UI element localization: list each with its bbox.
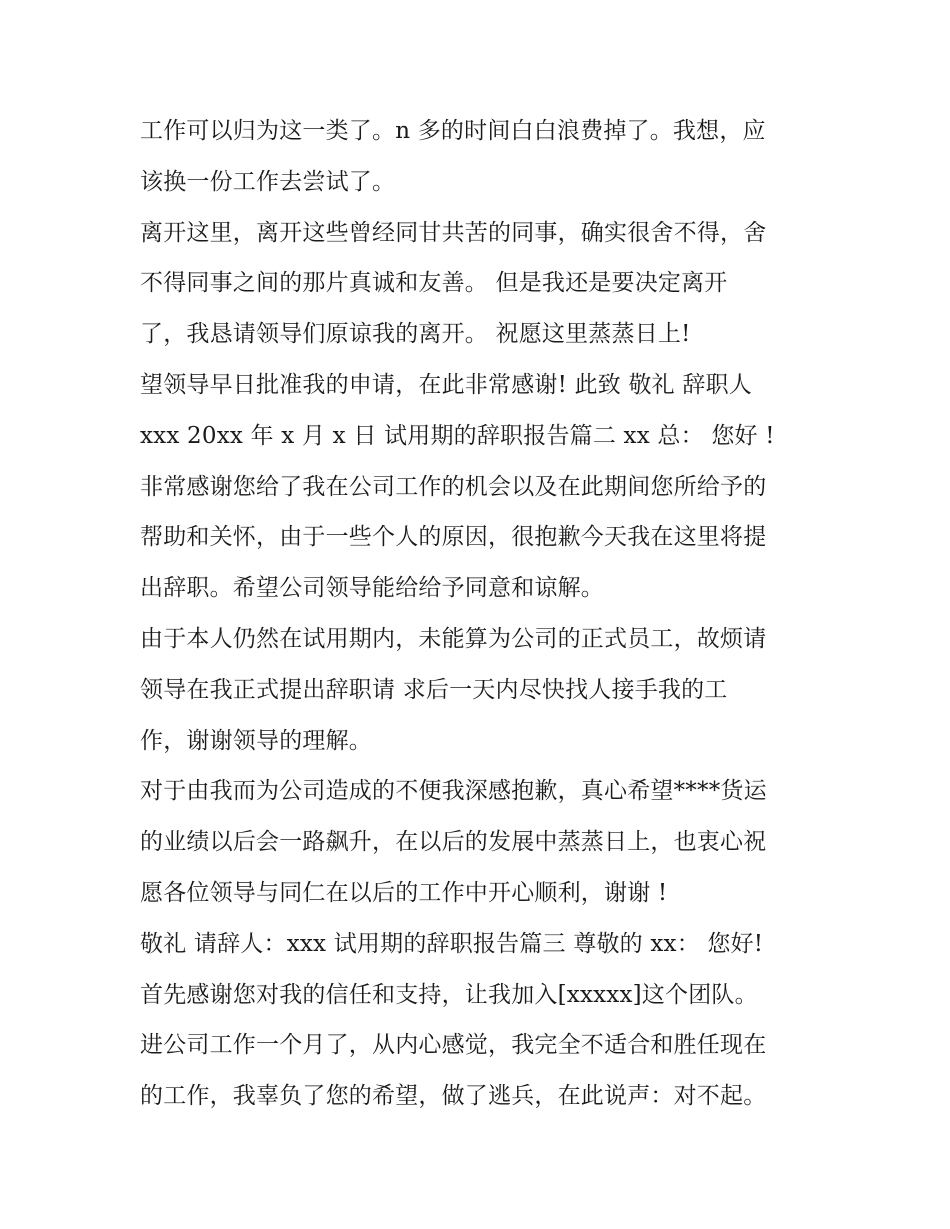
text-line: 出辞职。希望公司领导能给给予同意和谅解。 [140,575,604,602]
text-line: 帮助和关怀，由于一些个人的原因，很抱歉今天我在这里将提 [140,524,767,551]
document-body [140,106,830,1122]
text-line: 了，我恳请领导们原谅我的离开。 祝愿这里蒸蒸日上! [140,321,691,348]
text-line: 由于本人仍然在试用期内，未能算为公司的正式员工，故烦请 [140,625,767,652]
text-line: 敬礼 请辞人：xxx 试用期的辞职报告篇三 尊敬的 xx： 您好! [140,930,764,957]
text-line: 作，谢谢领导的理解。 [140,727,372,754]
text-line: 愿各位领导与同仁在以后的工作中开心顺利，谢谢 ! [140,879,668,906]
text-line: 该换一份工作去尝试了。 [140,168,396,195]
text-line: 望领导早日批准我的申请，在此非常感谢! 此致 敬礼 辞职人 [140,371,752,398]
text-line: 的工作，我辜负了您的希望，做了逃兵，在此说声：对不起。 [140,1083,767,1110]
text-line: 离开这里，离开这些曾经同甘共苦的同事，确实很舍不得，舍 [140,219,767,246]
text-line: 首先感谢您对我的信任和支持，让我加入[xxxxx]这个团队。 [140,981,758,1008]
text-line: xxx 20xx 年 x 月 x 日 试用期的辞职报告篇二 xx 总： 您好 ! [140,422,775,449]
text-line: 工作可以归为这一类了。n 多的时间白白浪费掉了。我想，应 [140,118,766,144]
text-line: 不得同事之间的那片真诚和友善。 但是我还是要决定离开 [140,270,728,297]
text-line: 进公司工作一个月了，从内心感觉，我完全不适合和胜任现在 [140,1032,767,1059]
text-line: 对于由我而为公司造成的不便我深感抱歉，真心希望****货运 [140,778,767,805]
text-line: 领导在我正式提出辞职请 求后一天内尽快找人接手我的工 [140,676,728,703]
text-line: 非常感谢您给了我在公司工作的机会以及在此期间您所给予的 [140,473,767,500]
text-line: 的业绩以后会一路飙升，在以后的发展中蒸蒸日上，也衷心祝 [140,829,767,856]
